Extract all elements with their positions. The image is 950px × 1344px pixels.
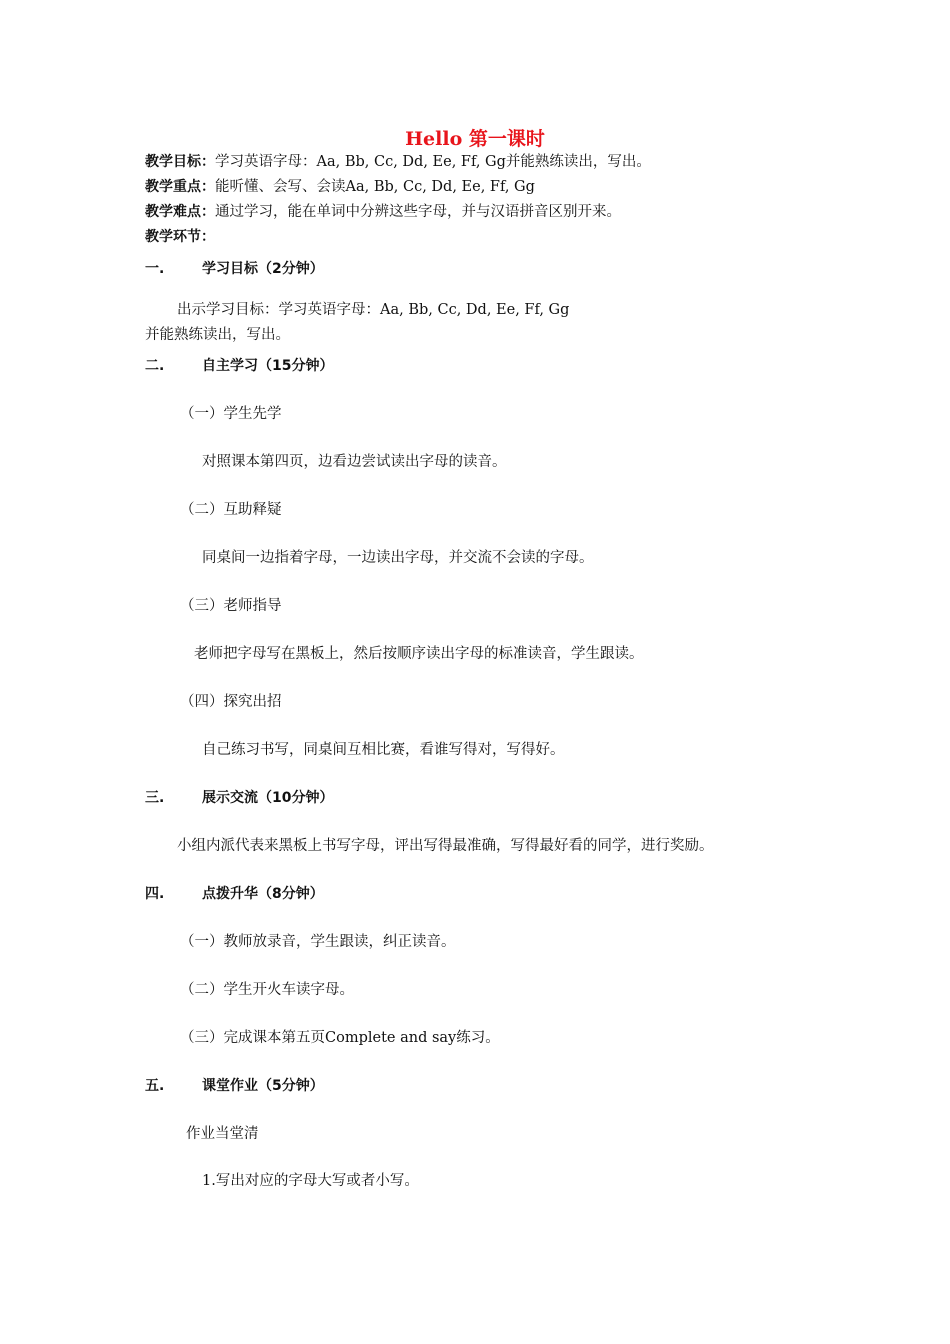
section-2-body4: 自己练习书写，同桌间互相比赛，看谁写得对，写得好。 — [202, 742, 565, 758]
teaching-focus-text: 能听懂、会写、会读Aa, Bb, Cc, Dd, Ee, Ff, Gg — [215, 179, 535, 195]
section-2-heading: 自主学习（15分钟） — [202, 358, 334, 374]
section-5-sub: 作业当堂清 — [186, 1126, 259, 1142]
section-1-heading: 学习目标（2分钟） — [202, 261, 324, 277]
section-1-number: 一. — [145, 261, 165, 277]
section-5-item1: 1.写出对应的字母大写或者小写。 — [202, 1173, 419, 1189]
section-4-item3: （三）完成课本第五页Complete and say练习。 — [180, 1030, 500, 1046]
section-2-sub1: （一）学生先学 — [180, 406, 282, 422]
teaching-difficulty-text: 通过学习，能在单词中分辨这些字母，并与汉语拼音区别开来。 — [215, 204, 621, 220]
section-2-sub4: （四）探究出招 — [180, 694, 282, 710]
teaching-focus — [145, 178, 535, 196]
section-4-item1: （一）教师放录音，学生跟读，纠正读音。 — [180, 934, 456, 950]
teaching-goal-label: 教学目标： — [145, 154, 215, 170]
teaching-difficulty-label: 教学难点： — [145, 204, 215, 220]
section-3-body: 小组内派代表来黑板上书写字母，评出写得最准确，写得最好看的同学，进行奖励。 — [177, 838, 714, 854]
section-2-body3: 老师把字母写在黑板上，然后按顺序读出字母的标准读音，学生跟读。 — [194, 646, 644, 662]
section-3-number: 三. — [145, 790, 165, 806]
section-4-number: 四. — [145, 886, 165, 902]
section-2-sub2: （二）互助释疑 — [180, 502, 282, 518]
teaching-difficulty — [145, 203, 621, 221]
section-2-body2: 同桌间一边指着字母，一边读出字母，并交流不会读的字母。 — [202, 550, 594, 566]
section-3-heading: 展示交流（10分钟） — [202, 790, 334, 806]
section-2-sub3: （三）老师指导 — [180, 598, 282, 614]
teaching-steps-label: 教学环节： — [145, 229, 215, 245]
document-title: Hello 第一课时 — [405, 128, 545, 150]
teaching-goal — [145, 153, 651, 171]
section-4-heading: 点拨升华（8分钟） — [202, 886, 324, 902]
section-1-line1: 出示学习目标：学习英语字母：Aa, Bb, Cc, Dd, Ee, Ff, Gg — [177, 302, 570, 318]
section-2-body1: 对照课本第四页，边看边尝试读出字母的读音。 — [202, 454, 507, 470]
section-4-item2: （二）学生开火车读字母。 — [180, 982, 354, 998]
section-1-line2: 并能熟练读出，写出。 — [145, 327, 290, 343]
section-5-heading: 课堂作业（5分钟） — [202, 1078, 324, 1094]
teaching-goal-text: 学习英语字母：Aa, Bb, Cc, Dd, Ee, Ff, Gg并能熟练读出，写出。 — [215, 154, 651, 170]
section-5-number: 五. — [145, 1078, 165, 1094]
section-2-number: 二. — [145, 358, 165, 374]
teaching-focus-label: 教学重点： — [145, 179, 215, 195]
